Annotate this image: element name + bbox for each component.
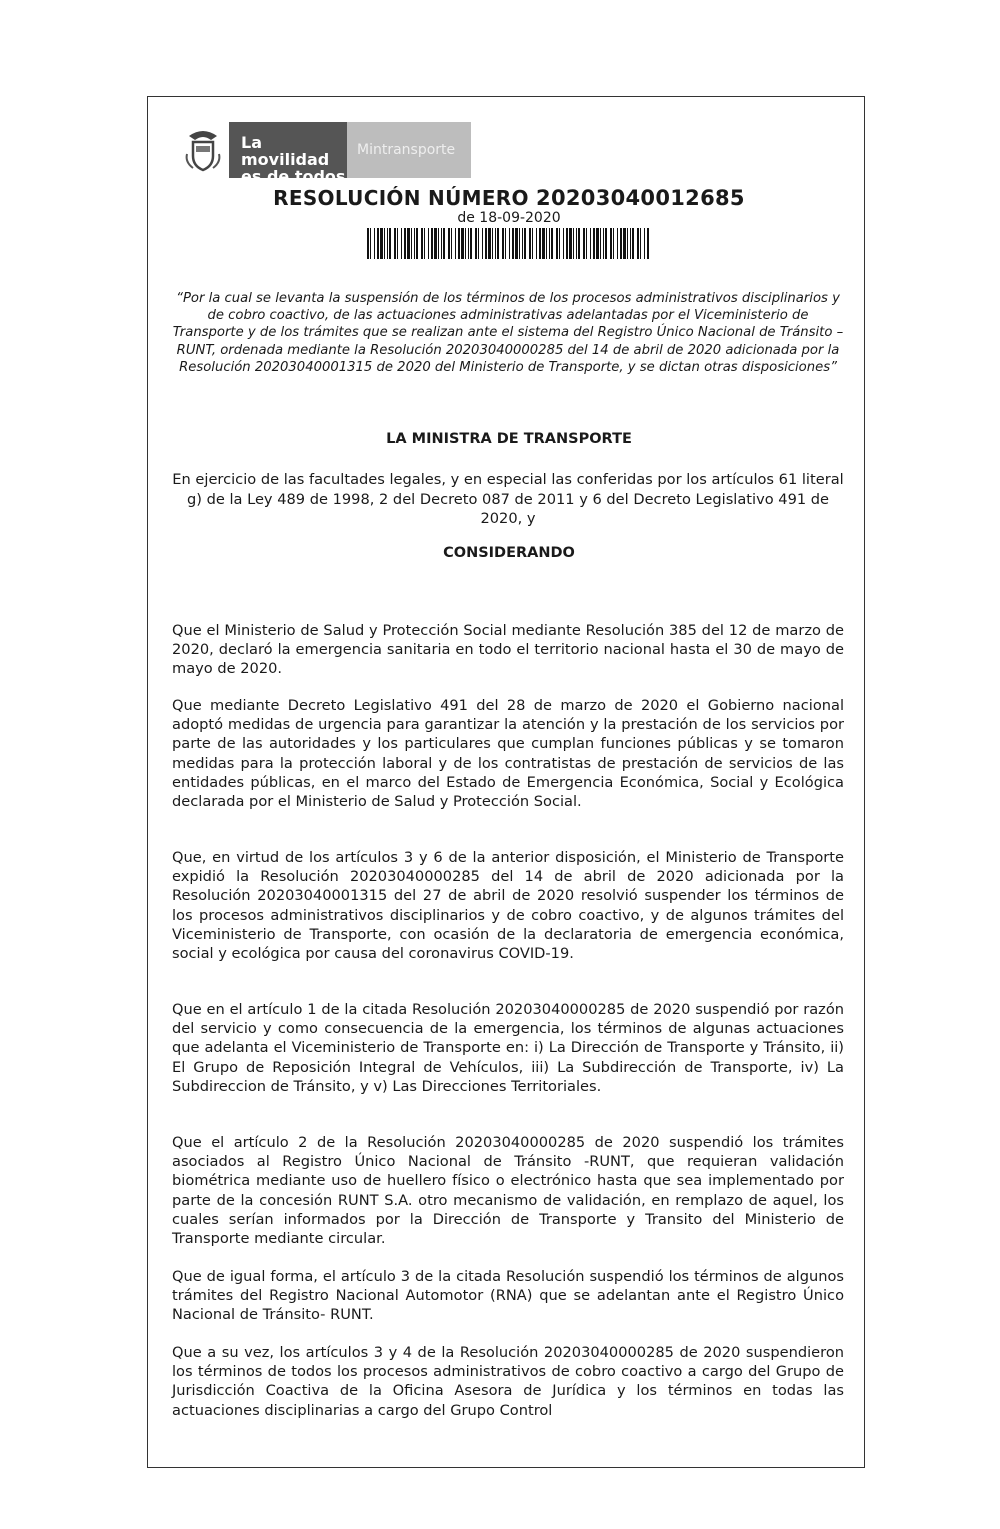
paragraph-1: Que el Ministerio de Salud y Protección Social mediante Resolución 385 del 12 de marzo de 2020, declaró la emergencia sanitaria en todo el territorio nacional hasta el 30 de mayo de mayo de 2020. bbox=[172, 622, 844, 678]
resolution-number: 20203040012685 bbox=[536, 186, 745, 210]
ministry-brand: Mintransporte bbox=[347, 122, 471, 178]
paragraph-7: Que a su vez, los artículos 3 y 4 de la Resolución 20203040000285 de 2020 suspendieron los términos de todos los procesos administrativos de cobro coactivo a cargo del Grupo de Jurisdicción Coactiva de la Oficina Asesora de Jurídica y los términos en todas las actuaciones disciplinarias a cargo del Grupo Control bbox=[172, 1344, 844, 1419]
considerando-heading: CONSIDERANDO bbox=[443, 545, 575, 561]
coat-of-arms-icon bbox=[183, 126, 223, 174]
paragraph-2: Que mediante Decreto Legislativo 491 del 28 de marzo de 2020 el Gobierno nacional adoptó medidas de urgencia para garantizar la atención y la prestación de los servicios por parte de las autoridades y los particulares que cumplan funciones públicas y se tomaron medidas para la protección laboral y de los contratistas de prestación de servicios de las entidades públicas, en el marco del Estado de Emergencia Económica, Social y Ecológica declarada por el Ministerio de Salud y Protección Social. bbox=[172, 697, 844, 811]
epigraph: “Por la cual se levanta la suspensión de los términos de los procesos administrativos disciplinarios y de cobro coactivo, de las actuaciones administrativas adelantadas por el Viceministerio de Transporte y de los trámites que se realizan ante el sistema del Registro Único Nacional de Tránsito –RUNT, ordenada mediante la Resolución 20203040000285 del 14 de abril de 2020 adicionada por la Resolución 20203040001315 de 2020 del Ministerio de Transporte, y se dictan otras disposiciones” bbox=[172, 291, 844, 375]
authority-heading: LA MINISTRA DE TRANSPORTE bbox=[386, 431, 632, 447]
legal-basis: En ejercicio de las facultades legales, y en especial las conferidas por los artículos 61 literal g) de la Ley 489 de 1998, 2 del Decreto 087 de 2011 y 6 del Decreto Legislativo 491 de 2020, y bbox=[172, 471, 844, 527]
paragraph-5: Que el artículo 2 de la Resolución 20203040000285 de 2020 suspendió los trámites asociados al Registro Único Nacional de Tránsito -RUNT, que requieran validación biométrica mediante uso de huellero físico o electrónico hasta que sea implementado por parte de la concesión RUNT S.A. otro mecanismo de validación, en remplazo de aquel, los cuales serían informados por la Dirección de Transporte y Transito del Ministerio de Transporte mediante circular. bbox=[172, 1134, 844, 1248]
resolution-label: RESOLUCIÓN NÚMERO bbox=[273, 186, 529, 210]
resolution-title bbox=[150, 186, 868, 210]
resolution-date: de 18-09-2020 bbox=[457, 210, 561, 226]
brand-slogan: La movilidad es de todos bbox=[229, 122, 347, 178]
paragraph-6: Que de igual forma, el artículo 3 de la citada Resolución suspendió los términos de algunos trámites del Registro Nacional Automotor (RNA) que se adelantan ante el Registro Único Nacional de Tránsito- RUNT. bbox=[172, 1268, 844, 1324]
barcode bbox=[367, 228, 650, 259]
header-logo bbox=[183, 122, 483, 186]
paragraph-3: Que, en virtud de los artículos 3 y 6 de la anterior disposición, el Ministerio de Transporte expidió la Resolución 20203040000285 del 14 de abril de 2020 adicionada por la Resolución 20203040001315 del 27 de abril de 2020 resolvió suspender los términos de los procesos administrativos disciplinarios y de cobro coactivo, y de algunos trámites del Viceministerio de Transporte, con ocasión de la declaratoria de emergencia económica, social y ecológica por causa del coronavirus COVID-19. bbox=[172, 849, 844, 963]
paragraph-4: Que en el artículo 1 de la citada Resolución 20203040000285 de 2020 suspendió por razón del servicio y como consecuencia de la emergencia, los términos de algunas actuaciones que adelanta el Viceministerio de Transporte en: i) La Dirección de Transporte y Tránsito, ii) El Grupo de Reposición Integral de Vehículos, iii) La Subdirección de Transporte, iv) La Subdireccion de Tránsito, y v) Las Direcciones Territoriales. bbox=[172, 1001, 844, 1095]
